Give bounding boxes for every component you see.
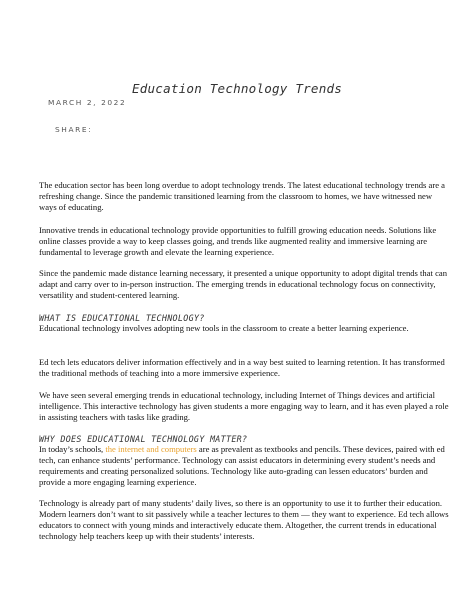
share-label: SHARE: bbox=[55, 125, 93, 134]
paragraph-ed-tech-delivery: Ed tech lets educators deliver information effectively and in a way best suited to learning retention. It has transformed the traditional methods of teaching into a more immersive experience. bbox=[39, 357, 445, 378]
paragraph-emerging-trends: We have seen several emerging trends in educational technology, including Internet of Things devices and artificial intelligence. This interactive technology has given students a more engaging way to learn, and it has even played a role in assisting teachers with tasks like grading. bbox=[39, 390, 449, 422]
article-date: MARCH 2, 2022 bbox=[48, 98, 127, 107]
paragraph-schools-text-end: are as prevalent as textbooks and pencils. These devices, paired with ed tech, can enhance students’ performance. Technology can assist educators in determining every student’s needs and requirements and creating personalized solutions. Technology like auto-grading can lessen educators’ burden and provide a more engaging learning experience. bbox=[39, 444, 445, 487]
paragraph-schools bbox=[39, 444, 451, 488]
paragraph-innovative-trends: Innovative trends in educational technology provide opportunities to fulfill growing education needs. Solutions like online classes provide a way to keep classes going, and trends like augmented reality and immersive learning are fundamental to leverage growth and elevate the learning experience. bbox=[39, 225, 437, 257]
paragraph-pandemic: Since the pandemic made distance learning necessary, it presented a unique opportunity to adopt digital trends that can adapt and carry over to in-person instruction. The emerging trends in educational technology focus on connectivity, versatility and student-centered learning. bbox=[39, 268, 447, 300]
paragraph-daily-lives: Technology is already part of many students’ daily lives, so there is an opportunity to use it to further their education. Modern learners don’t want to sit passively while a teacher lectures to them — they want to experience. Ed tech allows educators to connect with young minds and interactively educate them. Altogether, the current trends in educational technology help teachers keep up with their students’ interests. bbox=[39, 498, 449, 541]
paragraph-definition: Educational technology involves adopting new tools in the classroom to create a better learning experience. bbox=[39, 323, 409, 333]
section-heading-what-is: WHAT IS EDUCATIONAL TECHNOLOGY? bbox=[39, 313, 205, 323]
paragraph-intro: The education sector has been long overdue to adopt technology trends. The latest educational technology trends are a refreshing change. Since the pandemic transitioned learning from the classroom to homes, we have witnessed new ways of educating. bbox=[39, 180, 445, 212]
article-title: Education Technology Trends bbox=[131, 81, 343, 96]
internet-computers-link[interactable]: the internet and computers bbox=[105, 444, 197, 454]
paragraph-schools-text-start: In today’s schools, bbox=[39, 444, 106, 454]
section-heading-why-matter: WHY DOES EDUCATIONAL TECHNOLOGY MATTER? bbox=[39, 434, 248, 444]
